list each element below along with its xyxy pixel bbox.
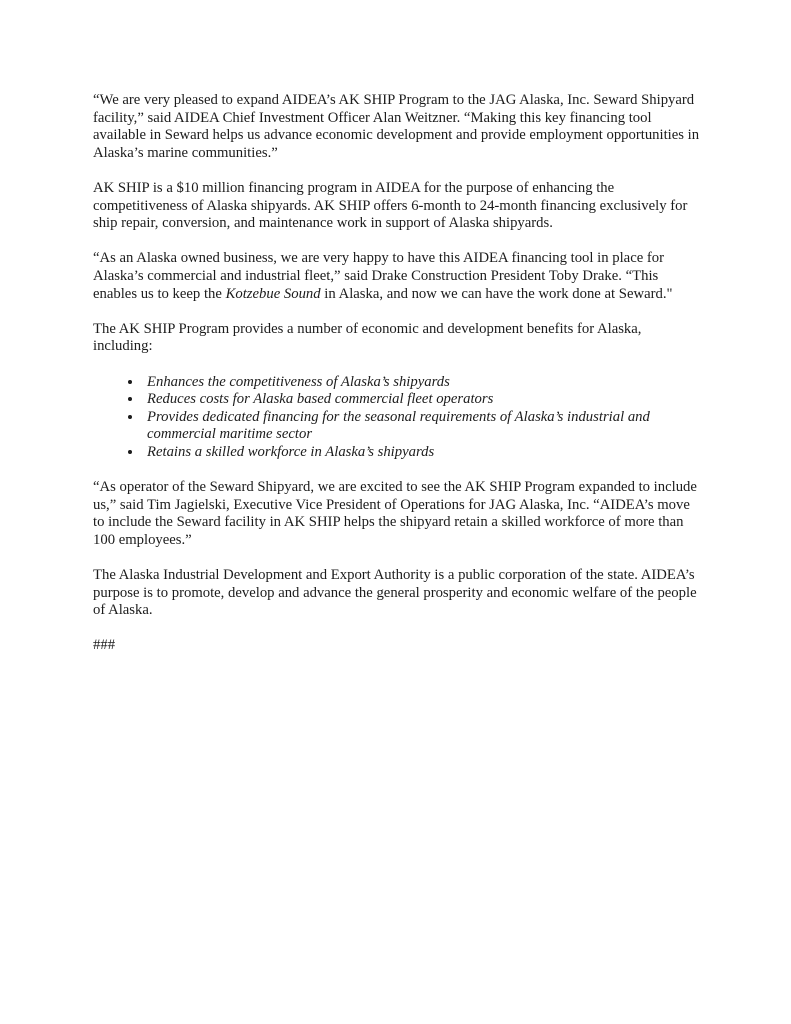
quote-drake-post: in Alaska, and now we can have the work done at Seward." [320, 285, 673, 302]
list-item: • Provides dedicated financing for the seasonal requirements of Alaska’s industrial and commercial maritime sector [143, 409, 701, 444]
vessel-name-italic: Kotzebue Sound [225, 285, 321, 302]
paragraph-quote-drake [93, 250, 701, 303]
list-item: • Enhances the competitiveness of Alaska’s shipyards [143, 374, 701, 392]
end-mark: ### [93, 637, 116, 654]
paragraph-benefits-intro: The AK SHIP Program provides a number of economic and development benefits for Alaska, including: [93, 320, 642, 355]
paragraph-aidea-boilerplate: The Alaska Industrial Development and Export Authority is a public corporation of the state. AIDEA’s purpose is to promote, develop and advance the general prosperity and economic welfare of the people of Alaska. [93, 567, 697, 619]
paragraph-quote-jagielski: “As operator of the Seward Shipyard, we are excited to see the AK SHIP Program expanded to include us,” said Tim Jagielski, Executive Vice President of Operations for JAG Alaska, Inc. “AIDEA’s move to include the Seward facility in AK SHIP helps the shipyard retain a skilled workforce of more than 100 employees.” [93, 479, 697, 548]
quote-drake-pre: “As an Alaska owned business, we are very happy to have this AIDEA financing tool in place for Alaska’s commercial and industrial fleet,” said Drake Construction President Toby Drake. “This enables us to keep the [93, 250, 665, 302]
paragraph-quote-weitzner: “We are very pleased to expand AIDEA’s AK SHIP Program to the JAG Alaska, Inc. Seward Shipyard facility,” said AIDEA Chief Investment Officer Alan Weitzner. “Making this key financing tool available in Seward helps us advance economic development and provide employment opportunities in Alaska’s marine communities.” [93, 92, 700, 161]
list-item: • Retains a skilled workforce in Alaska’s shipyards [143, 444, 701, 462]
benefits-list [93, 374, 701, 462]
list-item: • Reduces costs for Alaska based commercial fleet operators [143, 391, 701, 409]
paragraph-program-description: AK SHIP is a $10 million financing program in AIDEA for the purpose of enhancing the competitiveness of Alaska shipyards. AK SHIP offers 6-month to 24-month financing exclusively for ship repair, conversion, and maintenance work in support of Alaska shipyards. [93, 179, 688, 232]
